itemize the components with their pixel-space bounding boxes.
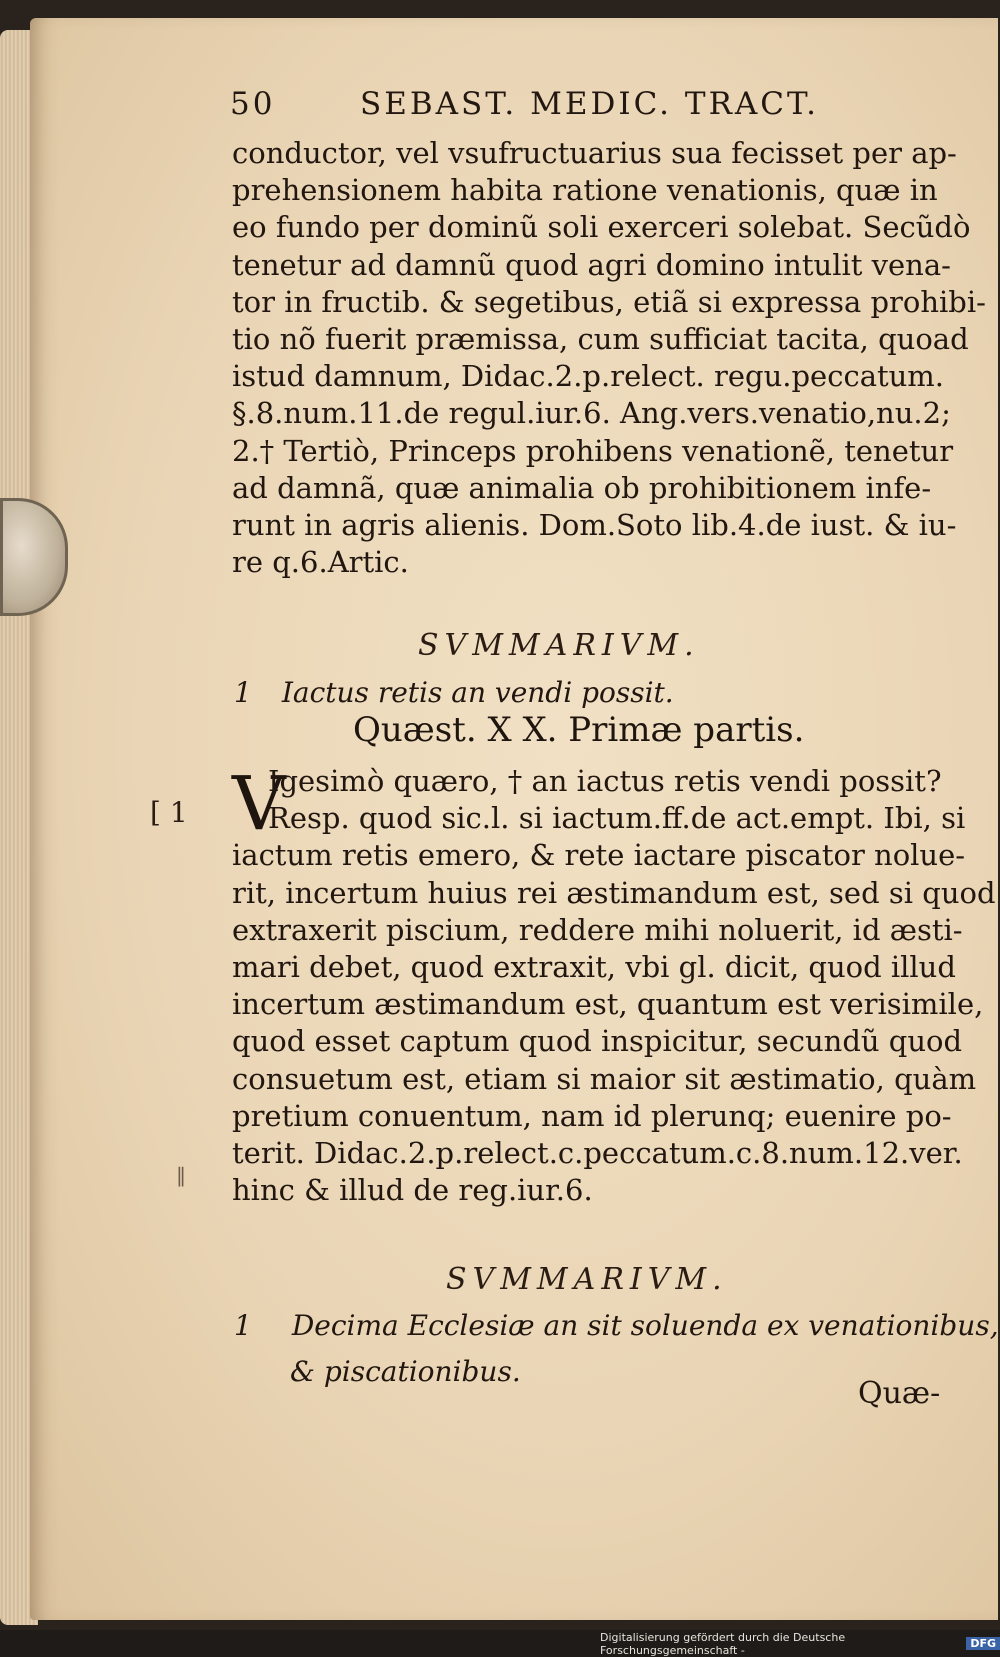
running-head [230, 86, 830, 136]
text-line: iactum retis emero, & rete iactare piscator nolue- [232, 838, 966, 873]
summarium-item-title: Decima Ecclesiæ an sit soluenda ex venationibus, [291, 1309, 999, 1342]
text-line: tio nõ fuerit præmissa, cum sufficiat tacita, quoad [232, 322, 969, 357]
catchword: Quæ- [858, 1376, 941, 1411]
summarium-item-number: 1 [234, 676, 252, 709]
footer-text: Digitalisierung gefördert durch die Deutsche Forschungsgemeinschaft - [600, 1630, 846, 1657]
text-line: pretium conuentum, nam id plerunq; euenire po- [232, 1098, 952, 1133]
summarium-item-number: 1 [234, 1309, 252, 1342]
running-title: SEBAST. MEDIC. TRACT. [360, 86, 819, 122]
text-line: hinc & illud de reg.iur.6. [232, 1173, 593, 1208]
text-line: quod esset captum quod inspicitur, secundũ quod [232, 1024, 963, 1059]
page-number: 50 [230, 86, 276, 122]
text-line: rit, incertum huius rei æstimandum est, sed si quod [232, 875, 996, 910]
margin-note-text: 1 [169, 796, 188, 829]
text-line: extraxerit piscium, reddere mihi noluerit, id æsti- [232, 912, 963, 947]
text-line: istud damnum, Didac.2.p.relect. regu.peccatum. [232, 359, 945, 394]
text-line: consuetum est, etiam si maior sit æstimatio, quàm [232, 1061, 977, 1096]
quaestio-heading: Quæst. X X. Primæ partis. [353, 710, 805, 750]
summarium-heading-1: SVMMARIVM. [418, 628, 700, 663]
summarium-item-title: Iactus retis an vendi possit. [281, 676, 674, 709]
text-line: Igesimò quæro, † an iactus retis vendi possit? [268, 764, 942, 798]
text-line: eo fundo per dominũ soli exerceri solebat. Secũdò [232, 210, 971, 245]
text-block-1 [232, 135, 986, 581]
summarium-item-continuation: & piscationibus. [290, 1355, 521, 1388]
text-line: §.8.num.11.de regul.iur.6. Ang.vers.venatio,nu.2; [232, 396, 951, 431]
text-line: ad damnã, quæ animalia ob prohibitionem infe- [232, 470, 932, 505]
text-line: conductor, vel vsufructuarius sua fecisset per ap- [232, 136, 957, 170]
digitization-footer [600, 1630, 1000, 1657]
margin-mark: ‖ [176, 1163, 186, 1187]
text-line: mari debet, quod extraxit, vbi gl. dicit, quod illud [232, 950, 956, 985]
text-line: incertum æstimandum est, quantum est verisimile, [232, 987, 984, 1022]
text-line: prehensionem habita ratione venationis, quæ in [232, 173, 938, 208]
text-line: tor in fructib. & segetibus, etiã si expressa prohibi- [232, 284, 986, 319]
summarium-item-1 [234, 676, 674, 709]
text-line: runt in agris alienis. Dom.Soto lib.4.de iust. & iu- [232, 508, 957, 543]
drop-initial: V [232, 761, 286, 847]
text-line: terit. Didac.2.p.relect.c.peccatum.c.8.num.12.ver. [232, 1136, 963, 1171]
text-line: tenetur ad damnũ quod agri domino intulit vena- [232, 247, 951, 282]
summarium-heading-2: SVMMARIVM. [446, 1262, 728, 1297]
text-line: re q.6.Artic. [232, 545, 409, 580]
text-line: Resp. quod sic.l. si iactum.ff.de act.empt. Ibi, si [268, 801, 966, 836]
dfg-logo: DFG [966, 1637, 1000, 1650]
margin-note-number: [ 1 [150, 796, 188, 829]
text-block-2 [232, 763, 996, 1209]
text-line: 2.† Tertiò, Princeps prohibens venationẽ, tenetur [232, 433, 954, 468]
